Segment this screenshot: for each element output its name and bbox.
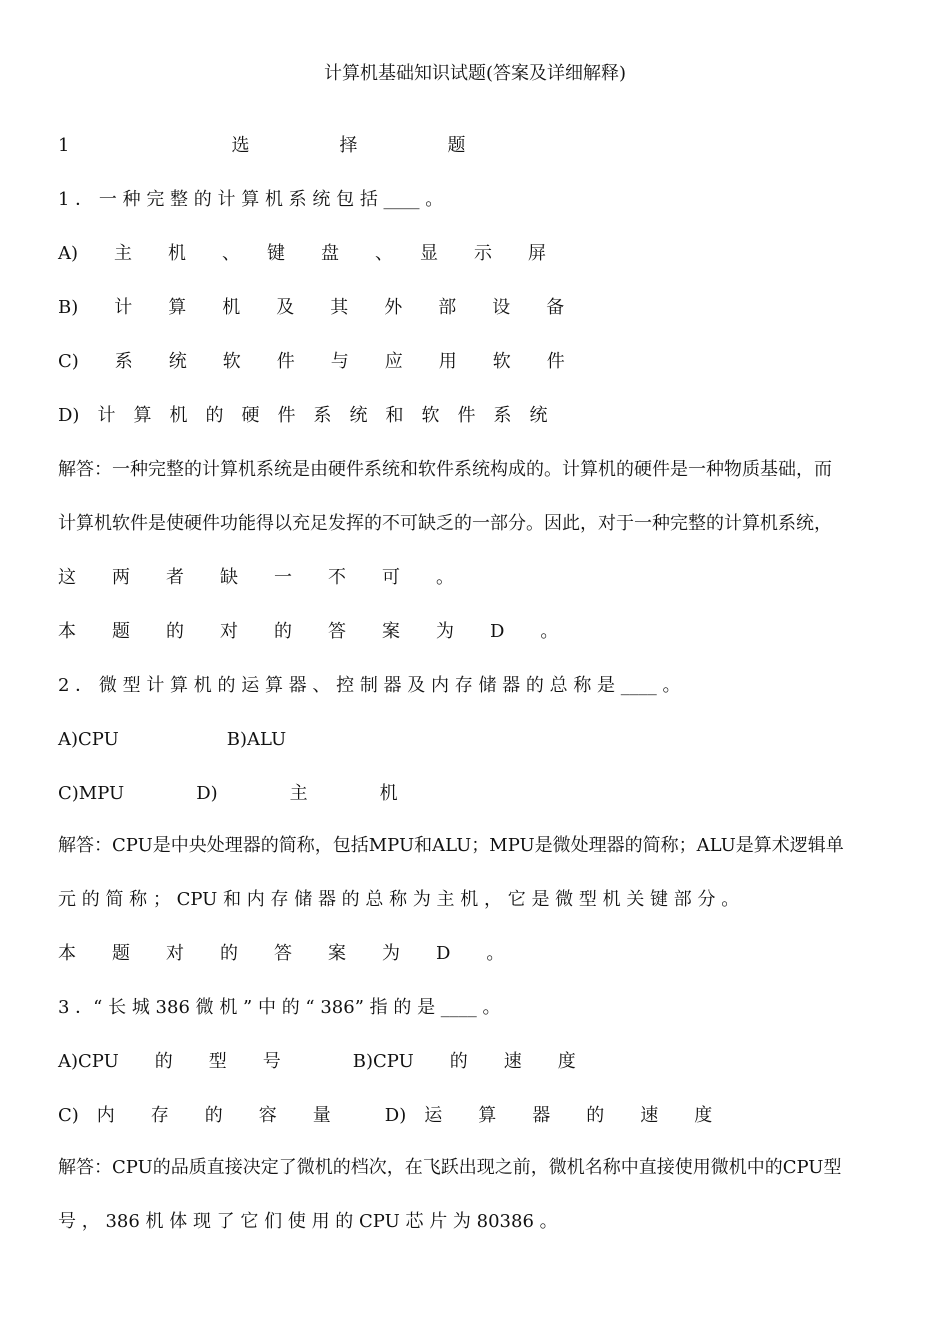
question-2-options-cd: C)MPU D) 主 机	[58, 783, 398, 804]
question-3-answer-line-2: 号 ， 386 机 体 现 了 它 们 使 用 的 CPU 芯 片 为 80386 。	[58, 1211, 558, 1232]
question-2-answer-line-1: 解答：CPU是中央处理器的简称，包括MPU和ALU；MPU是微处理器的简称；ALU是算术逻辑单	[58, 835, 844, 856]
section-heading: 1 选 择 题	[58, 135, 466, 156]
question-2-options-ab: A)CPU B)ALU	[58, 729, 287, 750]
question-2-answer-line-2: 元 的 简 称 ； CPU 和 内 存 储 器 的 总 称 为 主 机 ， 它 是 微 型 机 关 键 部 分 。	[58, 889, 740, 910]
question-1-option-d: D) 计 算 机 的 硬 件 系 统 和 软 件 系 统	[58, 405, 548, 426]
question-1-answer-line-4: 本 题 的 对 的 答 案 为 D 。	[58, 621, 559, 642]
question-1-option-a: A) 主 机 、 键 盘 、 显 示 屏	[58, 243, 547, 264]
question-2-stem: 2 ． 微 型 计 算 机 的 运 算 器 、 控 制 器 及 内 存 储 器 的 总 称 是 ____ 。	[58, 675, 681, 696]
document-title: 计算机基础知识试题(答案及详细解释)	[323, 63, 627, 84]
question-1-stem: 1 ． 一 种 完 整 的 计 算 机 系 统 包 括 ____ 。	[58, 189, 444, 210]
question-2-answer-line-3: 本 题 对 的 答 案 为 D 。	[58, 943, 505, 964]
question-1-answer-line-3: 这 两 者 缺 一 不 可 。	[58, 567, 454, 588]
question-3-stem: 3 ．“ 长 城 386 微 机 ” 中 的 “ 386” 指 的 是 ____ 。	[58, 997, 501, 1018]
question-1-answer-line-1: 解答：一种完整的计算机系统是由硬件系统和软件系统构成的。计算机的硬件是一种物质基础，而	[58, 459, 832, 480]
question-3-options-cd: C) 内 存 的 容 量 D) 运 算 器 的 速 度	[58, 1105, 713, 1126]
question-1-answer-line-2: 计算机软件是使硬件功能得以充足发挥的不可缺乏的一部分。因此，对于一种完整的计算机系统，	[58, 513, 832, 534]
question-3-answer-line-1: 解答：CPU的品质直接决定了微机的档次，在飞跃出现之前，微机名称中直接使用微机中的CPU型	[58, 1157, 842, 1178]
question-1-option-b: B) 计 算 机 及 其 外 部 设 备	[58, 297, 565, 318]
question-1-option-c: C) 系 统 软 件 与 应 用 软 件	[58, 351, 565, 372]
question-3-options-ab: A)CPU 的 型 号 B)CPU 的 速 度	[58, 1051, 576, 1072]
